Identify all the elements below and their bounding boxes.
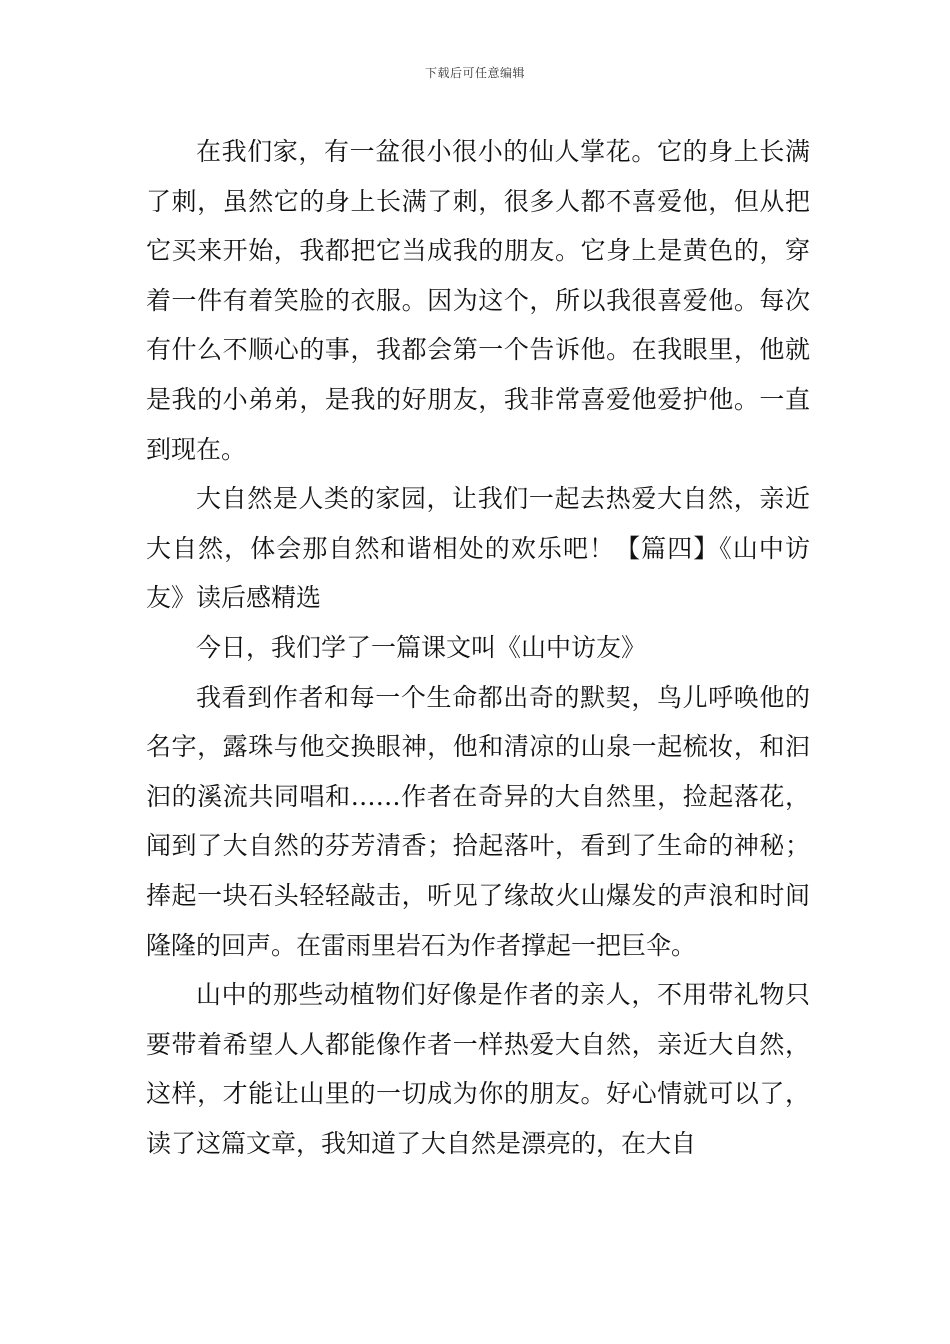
- paragraph-author-harmony: 我看到作者和每一个生命都出奇的默契，鸟儿呼唤他的名字，露珠与他交换眼神，他和清凉的山泉一起梳妆，和汩汩的溪流共同唱和……作者在奇异的大自然里，捡起落花，闻到了大自然的芬芳清香；拾起落叶，看到了生命的神秘；捧起一块石头轻轻敲击，听见了缘故火山爆发的声浪和时间隆隆的回声。在雷雨里岩石为作者撑起一把巨伞。: [146, 682, 810, 960]
- paragraph-cactus: 在我们家，有一盆很小很小的仙人掌花。它的身上长满了刺，虽然它的身上长满了刺，很多人都不喜爱他，但从把它买来开始，我都把它当成我的朋友。它身上是黄色的，穿着一件有着笑脸的衣服。因为这个，所以我很喜爱他。每次有什么不顺心的事，我都会第一个告诉他。在我眼里，他就是我的小弟弟，是我的好朋友，我非常喜爱他爱护他。一直到现在。: [146, 137, 810, 464]
- page-header: 下载后可任意编辑: [424, 66, 525, 80]
- paragraph-nature-home: 大自然是人类的家园，让我们一起去热爱大自然，亲近大自然，体会那自然和谐相处的欢乐吧！【篇四】《山中访友》读后感精选: [146, 484, 810, 613]
- paragraph-mountain-relatives: 山中的那些动植物们好像是作者的亲人，不用带礼物只要带着希望人人都能像作者一样热爱大自然，亲近大自然，这样，才能让山里的一切成为你的朋友。好心情就可以了，读了这篇文章，我知道了大自然是漂亮的，在大自: [146, 980, 810, 1158]
- paragraph-lesson-intro: 今日，我们学了一篇课文叫《山中访友》: [196, 632, 647, 662]
- document-body: [146, 127, 810, 1168]
